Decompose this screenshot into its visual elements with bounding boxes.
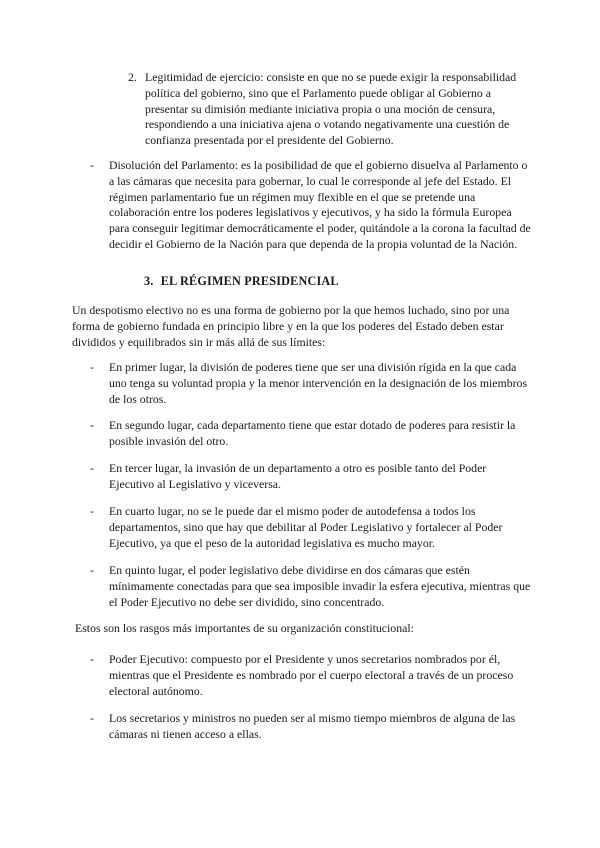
bullet-dash: - (90, 418, 94, 432)
section-heading (144, 273, 339, 289)
principle-item: En cuarto lugar, no se le puede dar el mismo poder de autodefensa a todos los departamentos, sino que hay que debilitar al Poder Legislativo y fortalecer al Poder Ejecutivo, ya que el peso de la autoridad legislativa es mucho mayor. (109, 504, 503, 550)
feature-item: Poder Ejecutivo: compuesto por el Presidente y unos secretarios nombrados por él, mientras que el Presidente es nombrado por el cuerpo electoral a través de un proceso electoral autónomo. (109, 652, 514, 698)
bullet-dash: - (90, 158, 94, 172)
section-number: 3. (144, 274, 154, 288)
feature-item: Los secretarios y ministros no pueden ser al mismo tiempo miembros de alguna de las cámaras ni tienen acceso a ellas. (109, 711, 516, 741)
bullet-dash: - (90, 461, 94, 475)
legitimacy-paragraph: Legitimidad de ejercicio: consiste en que no se puede exigir la responsabilidad política del gobierno, sino que el Parlamento puede obligar al Gobierno a presentar su dimisión mediante iniciativa propia o una moción de censura, respondiendo a una iniciativa ajena o votando negativamente una cuestión de confianza presentada por el presidente del Gobierno. (145, 70, 517, 148)
principle-item: En tercer lugar, la invasión de un departamento a otro es posible tanto del Poder Ejecutivo al Legislativo y viceversa. (109, 461, 487, 491)
section-title: EL RÉGIMEN PRESIDENCIAL (160, 274, 339, 288)
principle-item: En primer lugar, la división de poderes tiene que ser una división rígida en la que cada uno tenga su voluntad propia y la menor intervención en la designación de los miembros de los otros. (109, 360, 528, 406)
principle-item: En quinto lugar, el poder legislativo debe dividirse en dos cámaras que estén mínimamente conectadas para que sea imposible invadir la esfera ejecutiva, mientras que el Poder Ejecutivo no debe ser dividido, sino concentrado. (109, 563, 531, 609)
intro-paragraph: Un despotismo electivo no es una forma de gobierno por la que hemos luchado, sino por una forma de gobierno fundada en principio libre y en la que los poderes del Estado deben estar divididos y equilibrados sin ir más allá de sus límites: (72, 303, 510, 349)
list-number: 2. (128, 70, 137, 84)
bullet-dash: - (90, 563, 94, 577)
features-intro: Estos son los rasgos más importantes de su organización constitucional: (75, 621, 414, 635)
principle-item: En segundo lugar, cada departamento tiene que estar dotado de poderes para resistir la posible invasión del otro. (109, 418, 516, 448)
dissolution-paragraph: Disolución del Parlamento: es la posibilidad de que el gobierno disuelva al Parlamento o a las cámaras que necesita para gobernar, lo cual le corresponde al jefe del Estado. El régimen parlamentario fue un régimen muy flexible en el que se pretende una colaboración entre los poderes legislativos y ejecutivos, y ha sido la fórmula Europea para conseguir legitimar democráticamente el poder, quitándole a la corona la facultad de decidir el Gobierno de la Nación para que dependa de la propia voluntad de la Nación. (109, 158, 531, 251)
bullet-dash: - (90, 360, 94, 374)
bullet-dash: - (90, 504, 94, 518)
bullet-dash: - (90, 652, 94, 666)
bullet-dash: - (90, 711, 94, 725)
